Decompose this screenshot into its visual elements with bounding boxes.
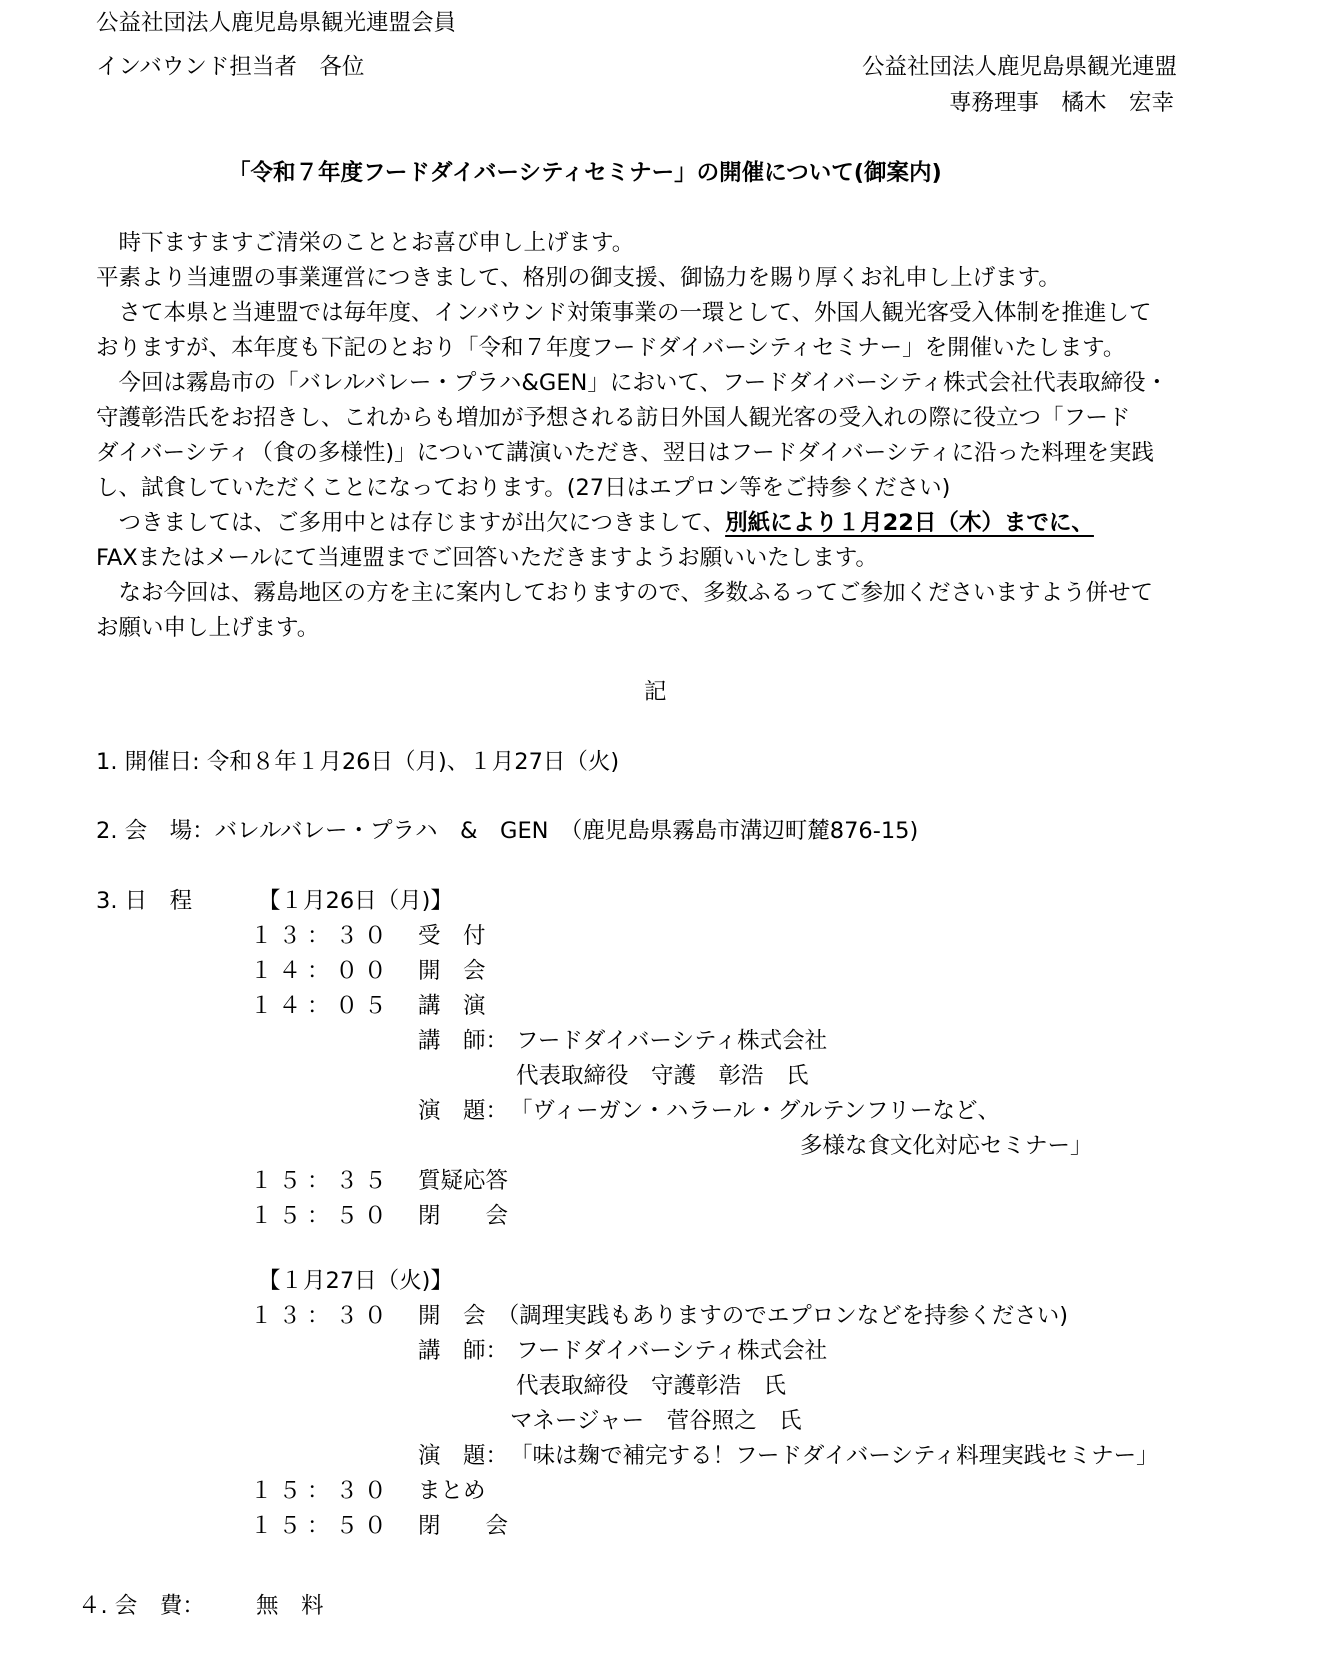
body-line: お願い申し上げます。 — [96, 615, 320, 641]
schedule-time: １４：０５ — [250, 993, 393, 1019]
body-line: し、試食していただくことになっております。(27日はエプロン等をご持参ください) — [96, 475, 951, 501]
schedule-event: まとめ — [418, 1478, 486, 1504]
body-line: おりますが、本年度も下記のとおり「令和７年度フードダイバーシティセミナー」を開催いたします。 — [96, 335, 1126, 361]
topic-text: 多様な食文化対応セミナー」 — [800, 1133, 1093, 1159]
schedule-event: 閉 会 — [418, 1203, 509, 1229]
sender-org: 公益社団法人鹿児島県観光連盟 — [862, 54, 1178, 80]
recipient-org: 公益社団法人鹿児島県観光連盟会員 — [96, 10, 457, 36]
schedule-event: 受 付 — [418, 923, 486, 949]
topic-text: 「ヴィーガン・ハラール・グルテンフリーなど、 — [510, 1098, 1001, 1124]
lecturer-name: 代表取締役 守護 彰浩 氏 — [516, 1063, 809, 1089]
lecturer-name: マネージャー 菅谷照之 氏 — [510, 1408, 802, 1434]
schedule-time: １５：３０ — [250, 1478, 393, 1504]
schedule-event: 質疑応答 — [418, 1168, 509, 1194]
item-fee-label: ４. 会 費： — [78, 1593, 205, 1619]
item-schedule-label: 3. 日 程 — [96, 888, 193, 914]
body-line: 今回は霧島市の「バレルバレー・プラハ&GEN」において、フードダイバーシティ株式会社代表取締役・ — [96, 370, 1169, 396]
item-fee-value: 無 料 — [256, 1593, 324, 1619]
topic-label: 演 題： — [418, 1098, 509, 1124]
schedule-event: 開 会 — [418, 958, 486, 984]
body-text: つきましては、ご多用中とは存じますが出欠につきまして、 — [96, 510, 726, 536]
schedule-time: １５：５０ — [250, 1203, 393, 1229]
body-line: ダイバーシティ（食の多様性)」について講演いただき、翌日はフードダイバーシティに沿った料理を実践 — [96, 440, 1154, 466]
schedule-event: 閉 会 — [418, 1513, 509, 1539]
schedule-time: １３：３０ — [250, 923, 393, 949]
page-title: 「令和７年度フードダイバーシティセミナー」の開催について(御案内) — [228, 160, 942, 186]
body-line: 守護彰浩氏をお招きし、これからも増加が予想される訪日外国人観光客の受入れの際に役立つ「フード — [96, 405, 1131, 431]
item-venue: 2. 会 場：バレルバレー・プラハ & GEN （鹿児島県霧島市溝辺町麓876-15) — [96, 818, 919, 844]
schedule-time: １５：５０ — [250, 1513, 393, 1539]
body-line: 平素より当連盟の事業運営につきまして、格別の御支援、御協力を賜り厚くお礼申し上げます。 — [96, 265, 1061, 291]
ki-heading: 記 — [644, 679, 667, 705]
deadline-emphasis: 別紙により１月22日（木）までに、 — [725, 510, 1094, 536]
schedule-time: １４：００ — [250, 958, 393, 984]
body-line: 時下ますますご清栄のこととお喜び申し上げます。 — [96, 230, 635, 256]
body-line: さて本県と当連盟では毎年度、インバウンド対策事業の一環として、外国人観光客受入体制を推進して — [96, 300, 1152, 326]
lecturer-company: フードダイバーシティ株式会社 — [516, 1028, 828, 1054]
lecturer-label: 講 師： — [418, 1028, 509, 1054]
body-line: FAXまたはメールにて当連盟までご回答いただきますようお願いいたします。 — [96, 545, 878, 571]
sender-name: 専務理事 橘木 宏幸 — [949, 90, 1175, 116]
topic-label: 演 題： — [418, 1443, 509, 1469]
schedule-event: 講 演 — [418, 993, 486, 1019]
body-line: なお今回は、霧島地区の方を主に案内しておりますので、多数ふるってご参加くださいますよう併せて — [96, 580, 1154, 606]
lecturer-label: 講 師： — [418, 1338, 509, 1364]
body-line — [96, 506, 1094, 540]
lecturer-name: 代表取締役 守護彰浩 氏 — [516, 1373, 787, 1399]
item-date: 1. 開催日: 令和８年１月26日（月)、１月27日（火) — [96, 749, 620, 775]
schedule-time: １３：３０ — [250, 1303, 393, 1329]
topic-text: 「味は麹で補完する！フードダイバーシティ料理実践セミナー」 — [510, 1443, 1159, 1469]
schedule-event: 開 会 （調理実践もありますのでエプロンなどを持参ください) — [418, 1303, 1069, 1329]
schedule-time: １５：３５ — [250, 1168, 393, 1194]
lecturer-company: フードダイバーシティ株式会社 — [516, 1338, 828, 1364]
recipient-line: インバウンド担当者 各位 — [96, 54, 365, 80]
day1-heading: 【１月26日（月)】 — [258, 888, 453, 914]
day2-heading: 【１月27日（火)】 — [258, 1268, 453, 1294]
